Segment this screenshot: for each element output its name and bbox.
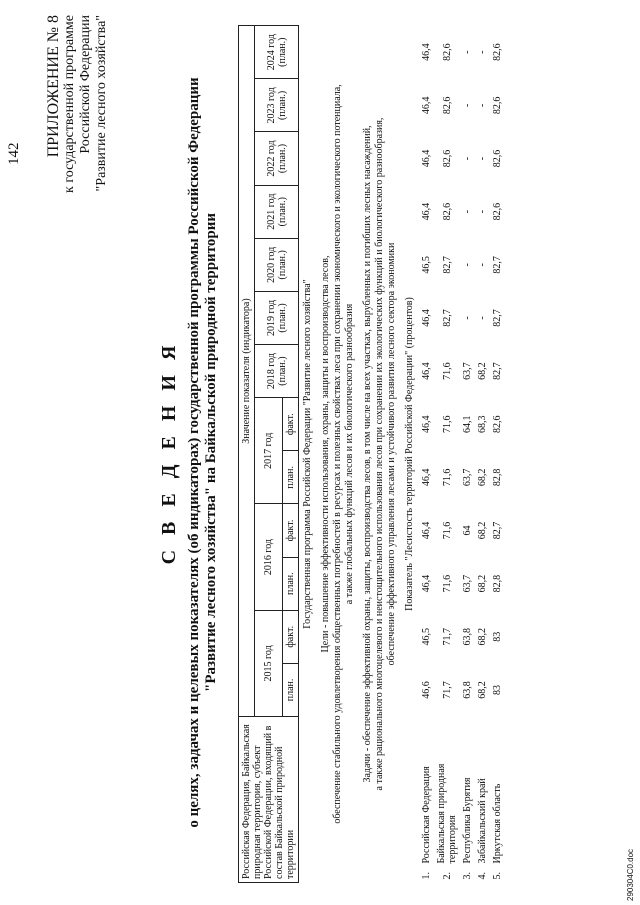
row-value: 46,4 [421,202,432,221]
row-value: 71,6 [441,415,453,433]
appendix-line-2: Российской Федерации [78,15,93,154]
row-value: 71,7 [441,628,453,646]
plan-header: план. [283,451,299,504]
region-column-header: Российская Федерация, Байкальская природная территория, субъект Российской Федерации, входящий в состав Байкальской природной территории [239,717,299,883]
year-header-2018: 2018 год (план.) [255,345,299,398]
row-region: Забайкальский край [477,778,488,864]
goal-line-2: обеспечение стабильного удовлетворения общественных потребностей в ресурсах и полезных свойствах леса при сохранении экономического и экологического потенциала, [332,84,343,824]
row-index: 1. [421,872,432,880]
row-value: 82,6 [441,149,453,168]
goal-line-1: Цели - повышение эффективности использования, охраны, защиты и воспроизводства лесов, [320,255,331,653]
row-value: 46,4 [421,521,432,540]
year-header-2021: 2021 год (план.) [255,185,299,238]
row-value: 68,3 [477,415,488,433]
appendix-line-1: к государственной программе [62,15,77,193]
row-value: 82,6 [492,415,503,433]
fact-header: факт. [283,398,299,451]
row-value: 82,8 [492,468,503,487]
appendix-line-3: "Развитие лесного хозяйства" [94,15,109,192]
task-line-3: обеспечение эффективного управления лесами и устойчивого развития лесного сектора экономики [386,242,397,666]
year-header-2017: 2017 год [255,398,283,504]
row-value: 63,8 [462,628,473,646]
appendix-block [46,15,110,265]
row-value: - [477,263,488,267]
year-header-2024: 2024 год (план.) [255,26,299,79]
row-value: 82,6 [492,202,503,221]
year-header-2015: 2015 год [255,610,283,716]
row-value: - [477,156,488,161]
row-value: 82,7 [492,521,503,540]
row-value: 46,4 [421,574,432,593]
row-value: 71,7 [441,681,453,699]
row-value: 82,6 [492,149,503,168]
row-value: 82,7 [441,256,453,274]
row-value: 46,4 [421,309,432,327]
row-value: - [477,50,488,54]
document-subtitle-line-2: "Развитие лесного хозяйства" на Байкальской природной территории [203,213,219,692]
row-value: 46,4 [421,415,432,433]
row-value: - [477,316,488,320]
row-index: 4. [477,872,488,880]
row-value: 46,4 [421,43,432,61]
row-region: Иркутская область [492,783,503,864]
row-value: 46,5 [421,628,432,646]
row-value: 64,1 [462,415,473,433]
row-value: 82,6 [441,43,453,61]
row-value: 63,7 [462,574,473,593]
task-line-2: а также рационального многоцелевого и неистощительного использования лесов при сохранении их экологических функций и биологического разнообразия, [374,117,385,791]
row-value: 68,2 [477,362,488,380]
row-value: - [477,103,488,108]
table-row [434,26,460,883]
row-value: 46,4 [421,362,432,380]
plan-header: план. [283,557,299,610]
row-value: 82,7 [441,309,453,327]
row-value: 71,6 [441,362,453,380]
task-line-1: Задачи - обеспечение эффективной охраны, защиты, воспроизводства лесов, в том числе на всех участках, вырубленных и погибших лесных насаждений, [362,125,373,783]
row-value: 68,2 [477,468,488,487]
row-value: 82,6 [441,96,453,115]
table-row [419,26,434,883]
year-header-2022: 2022 год (план.) [255,132,299,185]
fact-header: факт. [283,504,299,557]
page-number: 142 [6,142,22,165]
appendix-title: ПРИЛОЖЕНИЕ № 8 [45,15,62,158]
row-value: 63,8 [462,681,473,699]
row-value: - [462,316,473,320]
row-value: 68,2 [477,521,488,540]
program-line: Государственная программа Российской Федерации "Развитие лесного хозяйства" [302,279,313,629]
row-value: - [462,156,473,161]
task-block [359,26,401,883]
plan-header: план. [283,663,299,716]
row-region: Байкальская природная территория [436,763,458,864]
data-rows [419,26,505,883]
year-header-2023: 2023 год (план.) [255,79,299,132]
row-value: 82,6 [492,43,503,61]
row-value: 82,7 [492,256,503,274]
fact-header: факт. [283,610,299,663]
goal-line-3: а также глобальных функций лесов и их биологического разнообразия [344,303,355,605]
row-value: - [462,210,473,214]
row-region: Республика Бурятия [462,777,473,864]
row-region: Российская Федерация [421,766,432,864]
row-value: 63,7 [462,468,473,487]
row-value: - [477,210,488,214]
row-value: 82,7 [492,309,503,327]
row-value: 46,4 [421,468,432,487]
row-index: 2. [441,872,453,880]
row-value: 71,6 [441,521,453,540]
row-value: 83 [492,684,503,695]
row-value: 68,2 [477,681,488,699]
row-value: 68,2 [477,574,488,593]
year-header-2020: 2020 год (план.) [255,238,299,291]
indicators-table [238,25,505,883]
row-value: 71,6 [441,468,453,487]
row-value: 82,6 [441,202,453,221]
year-header-2019: 2019 год (план.) [255,291,299,344]
table-row [460,26,475,883]
row-value: 46,4 [421,149,432,168]
table-row [475,26,490,883]
row-value: 63,7 [462,362,473,380]
indicator-line: Показатель "Лесистость территорий Российской Федерации" (процентов) [404,297,415,611]
row-value: - [462,50,473,54]
row-value: 82,8 [492,574,503,593]
goal-block [317,26,359,883]
row-value: 46,5 [421,256,432,274]
row-value: 83 [492,631,503,642]
table-row [490,26,505,883]
row-value: 82,7 [492,362,503,380]
row-value: 46,4 [421,96,432,115]
row-value: 64 [462,525,473,536]
row-value: - [462,263,473,267]
document-title: С В Е Д Е Н И Я [158,340,180,565]
row-value: 71,6 [441,574,453,593]
row-value: 82,6 [492,96,503,115]
row-value: 68,2 [477,628,488,646]
row-index: 3. [462,872,473,880]
row-value: - [462,103,473,108]
row-index: 5. [492,872,503,880]
year-header-2016: 2016 год [255,504,283,610]
indicator-value-header: Значение показателя (индикатора) [239,26,255,717]
document-subtitle-line-1: о целях, задачах и целевых показателях (об индикаторах) государственной программы Российской Федерации [186,77,202,828]
row-value: 46,6 [421,681,432,699]
document-code: 290304C0.doc [626,848,635,901]
